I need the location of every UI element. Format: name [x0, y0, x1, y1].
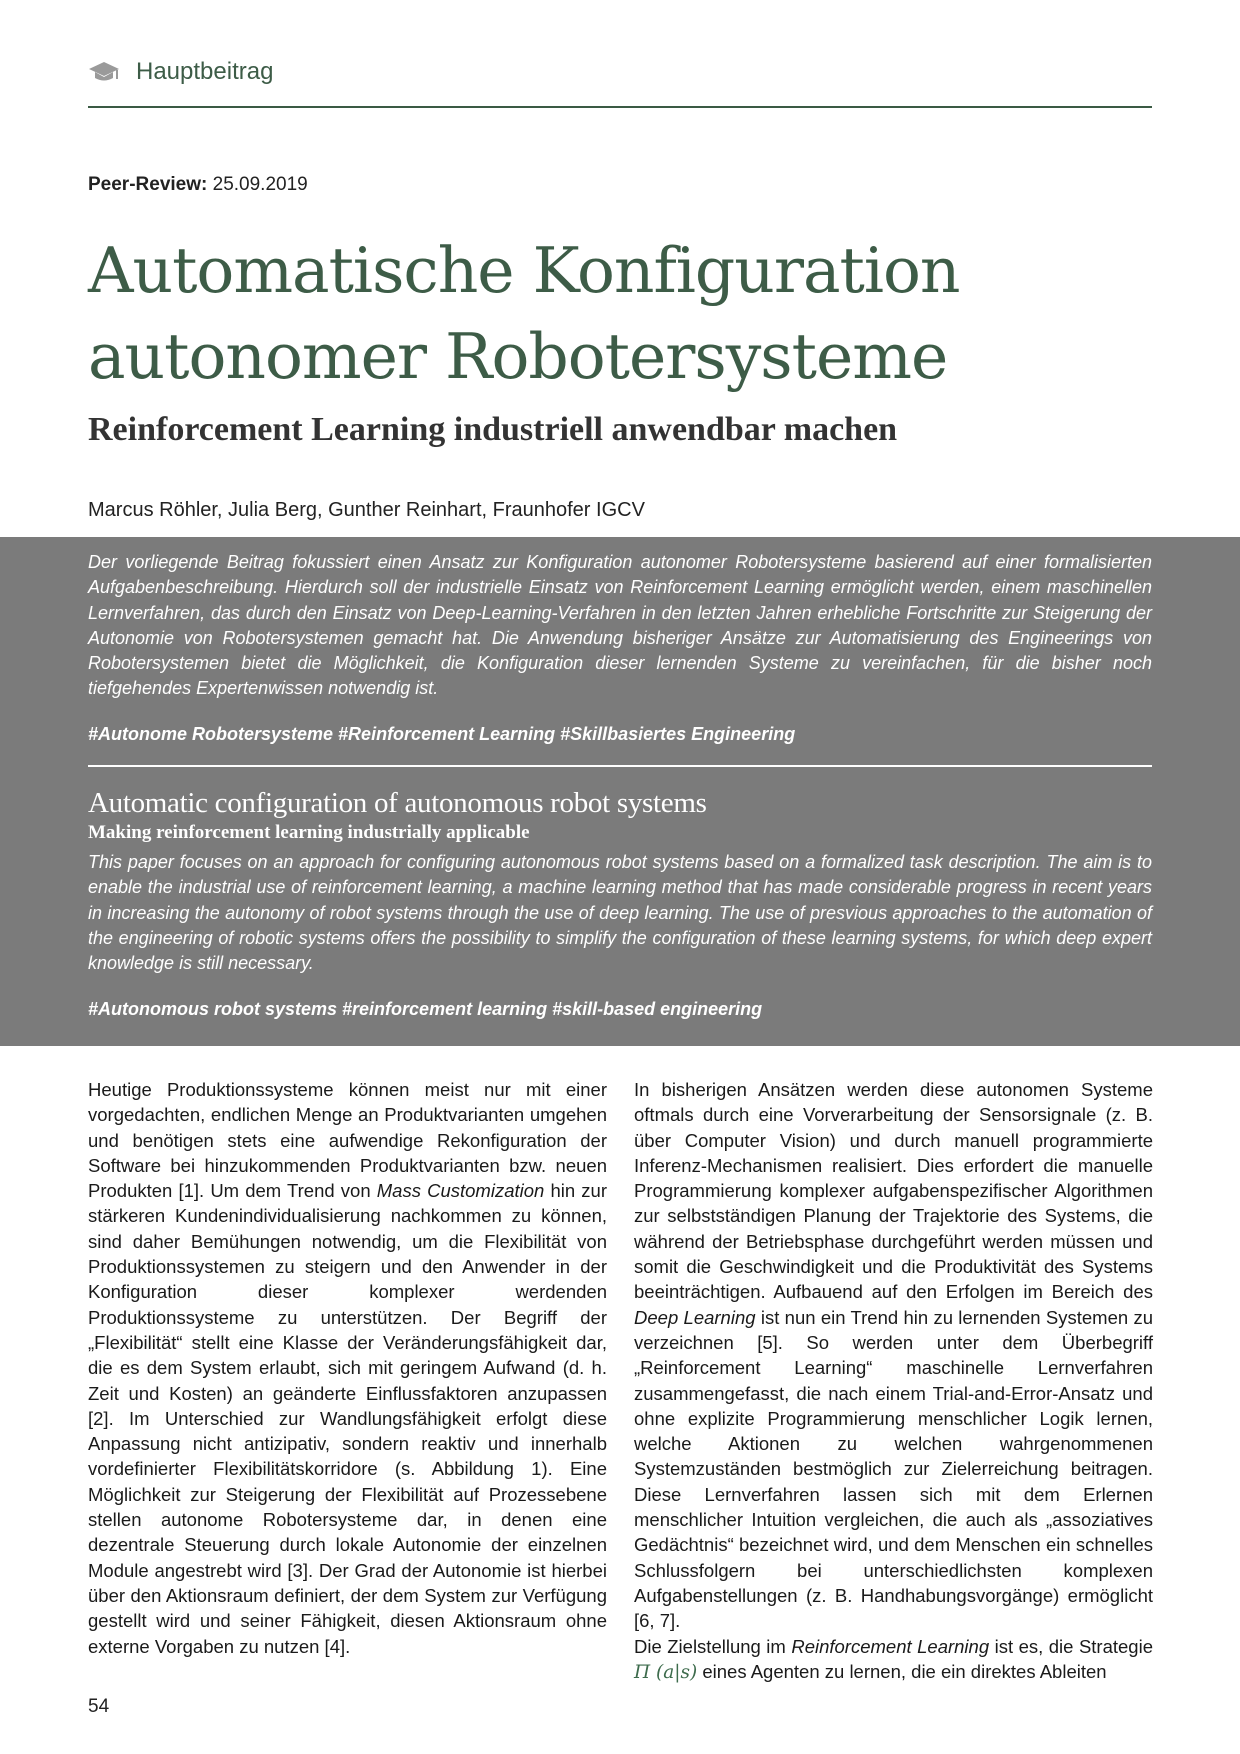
authors: Marcus Röhler, Julia Berg, Gunther Reinhart, Fraunhofer IGCV — [88, 499, 645, 521]
article-subtitle: Reinforcement Learning industriell anwendbar machen — [88, 411, 898, 448]
page-number: 54 — [88, 1696, 110, 1717]
body-text: Die Zielstellung im — [634, 1635, 792, 1657]
keywords-german: #Autonome Robotersysteme #Reinforcement Learning #Skillbasiertes Engineering — [88, 724, 796, 744]
section-label: Hauptbeitrag — [136, 58, 274, 85]
peer-review-label: Peer-Review: — [88, 174, 208, 195]
abstract-english: This paper focuses on an approach for configuring autonomous robot systems based on a formalized task description. The aim is to enable the industrial use of reinforcement learning, a machine learning method that has made considerable progress in recent years in increasing the autonomy of robot systems through the use of deep learning. The use of presvious approaches to the automation of the engineering of robotic systems offers the possibility to simplify the configuration of these learning systems, for which deep expert knowledge is still necessary. — [88, 852, 1152, 974]
body-text: eines Agenten zu lernen, die ein direktes Ableiten — [697, 1660, 1107, 1682]
emphasis-text: Deep Learning — [634, 1306, 756, 1328]
graduation-cap-icon — [88, 60, 120, 84]
body-text: ist es, die Strategie — [989, 1635, 1153, 1657]
body-paragraph — [634, 1077, 1153, 1634]
english-subtitle: Making reinforcement learning industrially applicable — [88, 822, 530, 843]
english-title: Automatic configuration of autonomous robot systems — [88, 787, 707, 819]
section-header — [88, 52, 1152, 108]
abstract-divider — [88, 765, 1152, 767]
body-column-right — [634, 1077, 1153, 1685]
body-paragraph — [634, 1634, 1153, 1686]
body-paragraph — [88, 1077, 607, 1659]
article-title — [88, 228, 1148, 400]
body-text: ist nun ein Trend hin zu lernenden Systemen zu verzeichnen [5]. So werden unter dem Überbegriff „Reinforcement Learning“ maschinelle Lernverfahren zusammengefasst, die nach einem Trial-and-Error-Ansatz und ohne explizite Programmierung menschlicher Logik lernen, welche Aktionen zu welchen wahrgenommenen Systemzuständen bestmöglich zur Zielerreichung beitragen. Diese Lernverfahren lassen sich mit dem Erlernen menschlicher Intuition vergleichen, die auch als „assoziatives Gedächtnis“ bezeichnet wird, und dem Menschen ein schnelles Schlussfolgern bei unterschiedlichsten komplexen Aufgabenstellungen (z. B. Handhabungsvorgänge) ermöglicht [6, 7]. — [634, 1306, 1153, 1632]
body-text: Heutige Produktionssysteme können meist nur mit einer vorgedachten, endlichen Menge an Produktvarianten umgehen und benötigen stets eine aufwendige Rekonfiguration der Software bei hinzukommenden Produktvarianten bzw. neuen Produkten [1]. Um dem Trend von — [88, 1079, 607, 1202]
abstract-box — [0, 537, 1240, 1046]
peer-review-line — [88, 174, 308, 196]
body-text: In bisherigen Ansätzen werden diese autonomen Systeme oftmals durch eine Vorverarbeitung der Sensorsignale (z. B. über Computer Vision) und durch manuell programmierte Inferenz-Mechanismen realisiert. Dies erfordert die manuelle Programmierung komplexer aufgabenspezifischer Algorithmen zur selbstständigen Planung der Trajektorie des Systems, die während der Betriebsphase durchgeführt werden müssen und somit die Geschwindigkeit und die Produktivität des Systems beeinträchtigen. Aufbauend auf den Erfolgen im Bereich des — [634, 1079, 1153, 1303]
keywords-english: #Autonomous robot systems #reinforcement learning #skill-based engineering — [88, 999, 763, 1019]
body-text: hin zur stärkeren Kundenindividualisierung nachkommen zu können, sind daher Bemühungen notwendig, um die Flexibilität von Produktionssystemen zu steigern und den Anwender in der Konfiguration dieser komplexer werdenden Produktionssysteme zu unterstützen. Der Begriff der „Flexibilität“ stellt eine Klasse der Veränderungsfähigkeit dar, die es dem System erlaubt, sich mit geringem Aufwand (d. h. Zeit und Kosten) an geänderte Einflussfaktoren anzupassen [2]. Im Unterschied zur Wandlungsfähigkeit erfolgt diese Anpassung nicht antizipativ, sondern reaktiv und innerhalb vordefinierter Flexibilitätskorridore (s. Abbildung 1). Eine Möglichkeit zur Steigerung der Flexibilität auf Prozessebene stellen autonome Robotersysteme dar, in denen eine dezentrale Steuerung durch lokale Autonomie der einzelnen Module angestrebt wird [3]. Der Grad der Autonomie ist hierbei über den Aktionsraum definiert, der dem System zur Verfügung gestellt wird und seiner Fähigkeit, diesen Aktionsraum ohne externe Vorgaben zu nutzen [4]. — [88, 1180, 607, 1657]
policy-formula: Π (a|s) — [634, 1661, 698, 1683]
peer-review-date: 25.09.2019 — [212, 174, 308, 195]
title-line-1: Automatische Konfiguration — [88, 234, 960, 307]
emphasis-text: Reinforcement Learning — [791, 1635, 990, 1657]
title-line-2: autonomer Robotersysteme — [88, 320, 948, 393]
abstract-german: Der vorliegende Beitrag fokussiert einen Ansatz zur Konfiguration autonomer Robotersysteme basierend auf einer formalisierten Aufgabenbeschreibung. Hierdurch soll der industrielle Einsatz von Reinforcement Learning ermöglicht werden, einem maschinellen Lernverfahren, das durch den Einsatz von Deep-Learning-Verfahren in den letzten Jahren erhebliche Fortschritte zur Steigerung der Autonomie von Robotersystemen gemacht hat. Die Anwendung bisheriger Ansätze zur Automatisierung des Engineerings von Robotersystemen bietet die Möglichkeit, die Konfiguration dieser lernenden Systeme zu vereinfachen, für die bisher noch tiefgehendes Expertenwissen notwendig ist. — [88, 552, 1152, 699]
body-column-left — [88, 1077, 607, 1659]
emphasis-text: Mass Customization — [376, 1180, 545, 1202]
